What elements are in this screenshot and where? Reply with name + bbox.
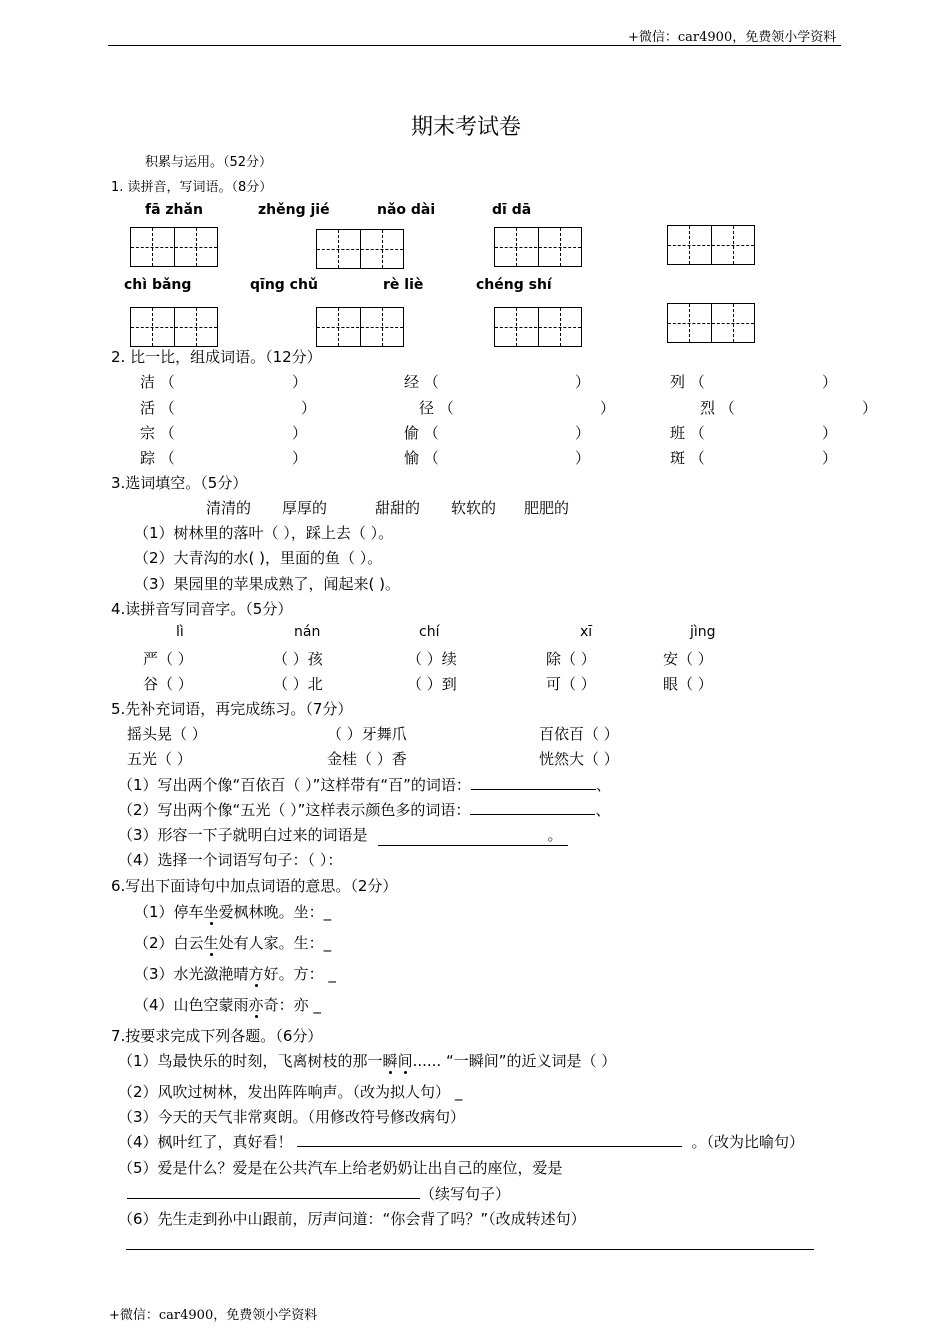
q6-heading: 6.写出下面诗句中加点词语的意思。（2分） — [111, 877, 398, 895]
q6-item — [134, 963, 336, 984]
q1-answer-grid-4[interactable] — [667, 225, 755, 265]
q5-sub4: （4）选择一个词语写句子：（ ）： — [118, 851, 343, 869]
q7-item1-post: ...... “一瞬间”的近义词是（ ） — [412, 1052, 617, 1070]
q1-answer-grid-3[interactable] — [494, 227, 582, 267]
q6-item-pre: （2）白云 — [134, 934, 204, 952]
q4-pinyin: chí — [419, 624, 440, 640]
q2-close: ） — [575, 373, 591, 391]
q1-answer-grid-2[interactable] — [316, 229, 404, 269]
q7-item4 — [118, 1131, 804, 1152]
q5-word: 百依百（ ） — [539, 725, 619, 743]
q2-close: ） — [822, 373, 838, 391]
q2-close: ） — [292, 424, 308, 442]
q1-answer-grid-5[interactable] — [130, 307, 218, 347]
q5-word: （ ）牙舞爪 — [327, 725, 407, 743]
q5-sub2-text: （2）写出两个像“五光（ ）”这样表示颜色多的词语： — [118, 801, 471, 819]
q2-char: 偷 （ — [404, 424, 439, 442]
q4-cell: 安（ ） — [663, 650, 713, 668]
q4-cell: （ ）到 — [407, 675, 457, 693]
q1-pinyin-5: chì bǎng — [124, 277, 192, 293]
q4-cell: （ ）北 — [273, 675, 323, 693]
q7-item5-cont — [127, 1183, 510, 1204]
q7-item4-post: 。（改为比喻句） — [691, 1133, 805, 1151]
q6-dotted-char: 生 — [203, 934, 219, 952]
q1-pinyin-3: nǎo dài — [377, 202, 436, 218]
q6-dotted-char: 亦 — [248, 996, 264, 1014]
q2-char: 斑 （ — [670, 449, 705, 467]
q6-item-pre: （4）山色空蒙雨 — [134, 996, 249, 1014]
page-title: 期末考试卷 — [411, 115, 522, 140]
q7-item1-pre: （1）鸟最快乐的时刻，飞离树枝的那一 — [118, 1052, 383, 1070]
q1-pinyin-2: zhěng jié — [258, 202, 330, 218]
q4-cell: 谷（ ） — [143, 675, 193, 693]
q2-char: 径 （ — [419, 399, 454, 417]
q2-close: ） — [301, 399, 317, 417]
q2-char: 列 （ — [670, 373, 705, 391]
q2-char: 班 （ — [670, 424, 705, 442]
header-note: +微信：car4900，免费领小学资料 — [628, 30, 837, 45]
q4-pinyin: xī — [580, 624, 593, 640]
q7-item2: （2）风吹过树林，发出阵阵响声。（改为拟人句） _ — [118, 1083, 463, 1101]
q1-pinyin-6: qīng chǔ — [250, 277, 318, 293]
q5-word: 恍然大（ ） — [539, 750, 619, 768]
q3-heading: 3.选词填空。（5分） — [111, 474, 248, 492]
q4-heading: 4.读拼音写同音字。（5分） — [111, 600, 293, 618]
q5-sub2-blank[interactable] — [470, 814, 595, 815]
q1-pinyin-8: chéng shí — [476, 277, 552, 293]
q1-pinyin-4: dī dā — [492, 202, 532, 218]
q5-sub3-text: （3）形容一下子就明白过来的词语是 — [118, 826, 368, 844]
q7-item5-cont-text: （续写句子） — [420, 1185, 511, 1203]
q7-item4-pre: （4）枫叶红了，真好看！ — [118, 1133, 293, 1151]
q7-item1 — [118, 1050, 616, 1071]
q2-close: ） — [862, 399, 878, 417]
q7-item6-answer-line[interactable] — [126, 1249, 814, 1250]
q1-answer-grid-8[interactable] — [667, 303, 755, 343]
q5-sub1 — [118, 774, 611, 795]
footer-note: +微信：car4900，免费领小学资料 — [109, 1308, 318, 1323]
q7-dotted-char: 瞬 — [382, 1052, 398, 1070]
q6-dotted-char: 方 — [248, 965, 264, 983]
q5-sub3-end: 。 — [547, 826, 563, 844]
q1-answer-grid-7[interactable] — [494, 307, 582, 347]
q6-item-pre: （1）停车 — [134, 903, 204, 921]
q5-word: 金桂（ ）香 — [327, 750, 407, 768]
q4-cell: （ ）孩 — [273, 650, 323, 668]
q5-sub3-blank[interactable] — [378, 824, 568, 846]
q3-item: （3）果园里的苹果成熟了，闻起来( )。 — [134, 575, 401, 593]
q4-cell: 可（ ） — [546, 675, 596, 693]
q7-dotted-char: 间 — [397, 1052, 413, 1070]
q2-heading: 2. 比一比，组成词语。（12分） — [111, 348, 322, 366]
q4-pinyin: lì — [176, 624, 184, 640]
q3-word-bank-item: 清清的 — [206, 499, 252, 517]
q3-word-bank-item: 软软的 — [451, 499, 497, 517]
q6-dotted-char: 坐 — [203, 903, 219, 921]
q4-cell: 除（ ） — [546, 650, 596, 668]
q2-char: 踪 （ — [140, 449, 175, 467]
q5-sub1-end: 、 — [595, 776, 611, 794]
q2-close: ） — [575, 424, 591, 442]
q2-char: 愉 （ — [404, 449, 439, 467]
q1-answer-grid-6[interactable] — [316, 307, 404, 347]
q2-close: ） — [822, 424, 838, 442]
q5-sub1-blank[interactable] — [471, 789, 596, 790]
q6-item — [134, 932, 331, 953]
q4-cell: 眼（ ） — [663, 675, 713, 693]
q1-pinyin-7: rè liè — [383, 277, 424, 293]
q4-cell: （ ）续 — [407, 650, 457, 668]
q7-item3: （3）今天的天气非常爽朗。（用修改符号修改病句） — [118, 1108, 466, 1126]
q6-item — [134, 901, 331, 922]
q7-heading: 7.按要求完成下列各题。（6分） — [111, 1027, 323, 1045]
header-rule — [108, 45, 841, 46]
q5-sub3 — [118, 824, 568, 846]
q5-heading: 5.先补充词语，再完成练习。（7分） — [111, 700, 353, 718]
q5-sub1-text: （1）写出两个像“百依百（ ）”这样带有“百”的词语： — [118, 776, 471, 794]
q2-char: 宗 （ — [140, 424, 175, 442]
q2-close: ） — [292, 373, 308, 391]
q7-item4-blank[interactable] — [297, 1146, 682, 1147]
q1-heading: 1. 读拼音，写词语。（8分） — [111, 180, 273, 195]
q6-item-post: 奇：亦 _ — [263, 996, 321, 1014]
q5-sub2-end: 、 — [595, 801, 611, 819]
q2-char: 活 （ — [140, 399, 175, 417]
q1-pinyin-1: fā zhǎn — [145, 202, 203, 218]
q2-close: ） — [575, 449, 591, 467]
q3-item: （1）树林里的落叶（ ），踩上去（ ）。 — [134, 524, 394, 542]
q5-word: 摇头晃（ ） — [127, 725, 207, 743]
q5-sub2 — [118, 799, 610, 820]
q6-item-pre: （3）水光潋滟晴 — [134, 965, 249, 983]
q3-word-bank-item: 肥肥的 — [524, 499, 570, 517]
q4-pinyin: nán — [294, 624, 321, 640]
q3-word-bank-item: 厚厚的 — [282, 499, 328, 517]
q2-close: ） — [600, 399, 616, 417]
q2-close: ） — [292, 449, 308, 467]
q1-answer-grid-1[interactable] — [130, 227, 218, 267]
q2-char: 烈 （ — [700, 399, 735, 417]
q7-item5: （5）爱是什么？爱是在公共汽车上给老奶奶让出自己的座位，爱是 — [118, 1159, 563, 1177]
q4-pinyin: jìng — [690, 624, 716, 640]
q4-cell: 严（ ） — [143, 650, 193, 668]
q2-char: 洁 （ — [140, 373, 175, 391]
q3-word-bank-item: 甜甜的 — [375, 499, 421, 517]
q2-close: ） — [822, 449, 838, 467]
q3-item: （2）大青沟的水( )，里面的鱼（ ）。 — [134, 549, 383, 567]
q6-item — [134, 994, 321, 1015]
q5-word: 五光（ ） — [127, 750, 192, 768]
q2-char: 经 （ — [404, 373, 439, 391]
q6-item-post: 好。方： _ — [263, 965, 336, 983]
q6-item-post: 爱枫林晚。坐：_ — [218, 903, 332, 921]
q7-item6: （6）先生走到孙中山跟前，厉声问道：“你会背了吗？”（改成转述句） — [118, 1210, 586, 1228]
q7-item5-blank[interactable] — [127, 1198, 420, 1199]
section-heading: 积累与运用。（52分） — [145, 155, 273, 170]
q6-item-post: 处有人家。生：_ — [218, 934, 332, 952]
